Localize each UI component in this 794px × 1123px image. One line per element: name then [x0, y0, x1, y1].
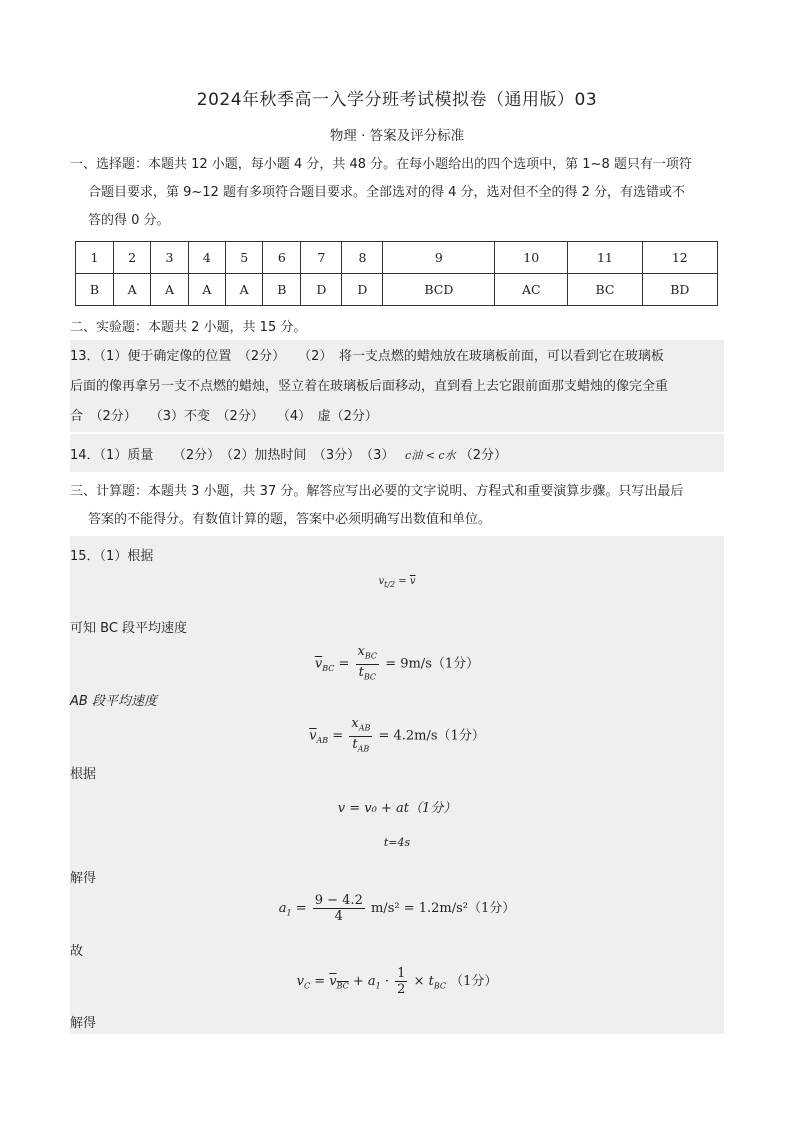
- table-cell: AC: [495, 274, 568, 306]
- table-cell: 8: [342, 242, 383, 274]
- section1-text: [70, 151, 730, 235]
- q15-eq-ab-result: = 4.2m/s（1分）: [378, 728, 485, 744]
- q15-text-ab: AB 段平均速度: [70, 694, 157, 709]
- page-subtitle: 物理 · 答案及评分标准: [329, 128, 465, 144]
- section1-cont2: 答的得 0 分。: [88, 213, 170, 228]
- q15-eq-vc-score: （1分）: [450, 974, 498, 989]
- table-cell: 6: [263, 242, 301, 274]
- q15-eq-a-num: 9 − 4.2: [314, 893, 363, 908]
- q15-intro: 15．（1）根据: [70, 549, 154, 564]
- table-cell: 12: [642, 242, 717, 274]
- q15-text-solve2: 解得: [70, 1016, 97, 1031]
- page-title: 2024年秋季高一入学分班考试模拟卷（通用版）03: [196, 90, 598, 110]
- q15-eq-v: v = v₀ + at（1分）: [337, 801, 457, 816]
- q15-block: [70, 536, 724, 1034]
- answer-table: [75, 241, 718, 306]
- table-cell: 7: [301, 242, 342, 274]
- q15-text-therefore: 故: [70, 944, 84, 959]
- table-cell: A: [113, 274, 150, 306]
- table-cell: 10: [495, 242, 568, 274]
- q13-block: [70, 340, 724, 432]
- q14-score: （2分）: [459, 448, 507, 463]
- section1-cont1: 合题目要求，第 9~12 题有多项符合题目要求。全部选对的得 4 分，选对但不全的得 2 分，有选错或不: [88, 185, 686, 200]
- section1-heading: 一、选择题：本题共 12 小题，每小题 4 分，共 48 分。在每小题给出的四个选项中，第 1~8 题只有一项符: [70, 157, 692, 172]
- answer-table-answer-row: [76, 274, 718, 306]
- table-cell: 3: [151, 242, 188, 274]
- table-cell: BCD: [383, 274, 495, 306]
- table-cell: 5: [226, 242, 263, 274]
- table-cell: A: [188, 274, 225, 306]
- section3-text: [70, 478, 730, 534]
- section3-cont: 答案的不能得分。有数值计算的题，答案中必须明确写出数值和单位。: [88, 512, 492, 527]
- q15-eq1: $v_{t/2} = \overline{v}$: [378, 576, 416, 589]
- table-cell: D: [342, 274, 383, 306]
- answer-table-number-row: [76, 242, 718, 274]
- table-cell: D: [301, 274, 342, 306]
- table-cell: A: [226, 274, 263, 306]
- table-cell: B: [263, 274, 301, 306]
- q15-text-bc: 可知 BC 段平均速度: [70, 621, 188, 636]
- table-cell: 2: [113, 242, 150, 274]
- q15-eq-a-result: m/s² = 1.2m/s²（1分）: [370, 901, 516, 916]
- q14-block: [70, 434, 724, 472]
- q15-eq-a-den: 4: [334, 909, 343, 924]
- q15-text-solve1: 解得: [70, 871, 97, 886]
- q15-eq-ab: $\overline{v}_{AB}$ = $\frac{x_{AB}}{t_{AB}}$ = 4.2m/s（1分）: [309, 716, 485, 754]
- q15-eq-bc: $\overline{v}_{BC}$ = $\frac{x_{BC}}{t_{BC}}$ = 9m/s（1分）: [314, 644, 480, 682]
- table-cell: A: [151, 274, 188, 306]
- table-cell: BC: [568, 274, 642, 306]
- q13-line1: 13．（1）便于确定像的位置 （2分） （2） 将一支点燃的蜡烛放在玻璃板前面，可以看到它在玻璃板: [70, 349, 664, 364]
- q15-eq-vc: $v_C = v_{BC} + a_1$ · $\frac{1}{2}$ × $t_{BC}$ （1分）: [296, 966, 498, 997]
- section3-heading: 三、计算题：本题共 3 小题，共 37 分。解答应写出必要的文字说明、方程式和重要演算步骤。只写出最后: [70, 484, 684, 499]
- q15-eq-t: t=4s: [383, 836, 411, 849]
- q15-text-basis: 根据: [70, 767, 97, 782]
- table-cell: 9: [383, 242, 495, 274]
- q15-eq-a: $a_1$ = $\frac{9 - 4.2}{4}$ m/s² = 1.2m/s²（1分）: [278, 893, 516, 924]
- table-cell: BD: [642, 274, 717, 306]
- q15-eq-bc-result: = 9m/s（1分）: [385, 656, 480, 672]
- table-cell: 4: [188, 242, 225, 274]
- q13-line3: 合 （2分） （3）不变 （2分） （4） 虚（2分）: [70, 409, 378, 424]
- table-cell: B: [76, 274, 114, 306]
- q14-text: 14．（1）质量 （2分） （2）加热时间 （3分） （3）: [70, 448, 401, 463]
- q14-formula: c油 < c水: [405, 449, 456, 462]
- table-cell: 11: [568, 242, 642, 274]
- table-cell: 1: [76, 242, 114, 274]
- section2-heading: 二、实验题：本题共 2 小题，共 15 分。: [70, 320, 307, 335]
- q13-line2: 后面的像再拿另一支不点燃的蜡烛，竖立着在玻璃板后面移动，直到看上去它跟前面那支蜡烛的像完全重: [70, 379, 669, 394]
